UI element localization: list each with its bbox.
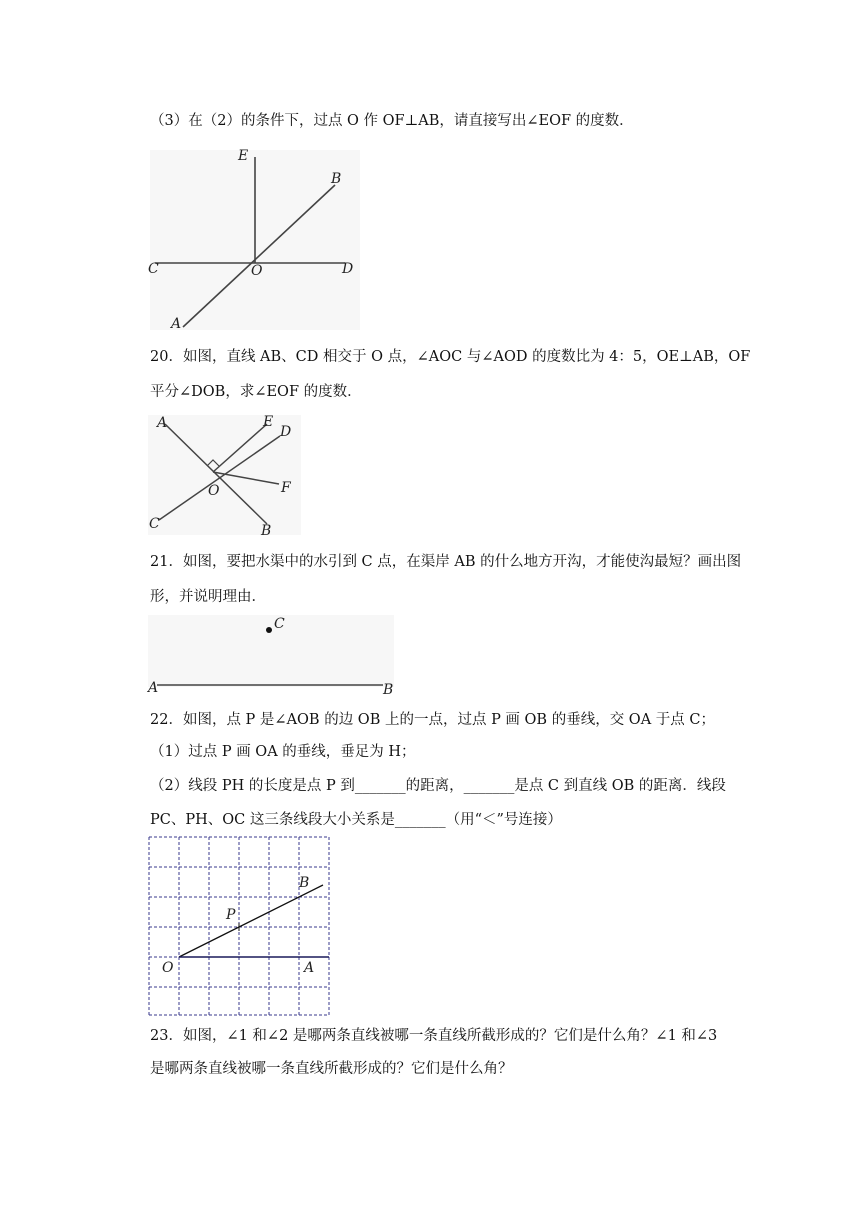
label-b: B bbox=[261, 523, 272, 539]
q21-line1: 21．如图，要把水渠中的水引到 C 点，在渠岸 AB 的什么地方开沟，才能使沟最短？画出图 bbox=[150, 554, 742, 570]
q20-line2: 平分∠DOB，求∠EOF 的度数． bbox=[150, 384, 362, 400]
label-c: C bbox=[149, 516, 160, 532]
q19-part3: （3）在（2）的条件下，过点 O 作 OF⊥AB，请直接写出∠EOF 的度数． bbox=[150, 113, 634, 129]
figure-22 bbox=[145, 833, 335, 1018]
q23-line2: 是哪两条直线被哪一条直线所截形成的？它们是什么角？ bbox=[150, 1061, 513, 1077]
q22-line1: 22．如图，点 P 是∠AOB 的边 OB 上的一点，过点 P 画 OB 的垂线，交 OA 于点 C； bbox=[150, 712, 715, 728]
q22-part1: （1）过点 P 画 OA 的垂线，垂足为 H； bbox=[150, 744, 416, 760]
label-f: F bbox=[281, 480, 291, 496]
ray-ob bbox=[179, 885, 323, 957]
q20-line1: 20．如图，直线 AB、CD 相交于 O 点，∠AOC 与∠AOD 的度数比为 4：5，OE⊥AB，OF bbox=[150, 349, 751, 365]
figure-20 bbox=[145, 412, 305, 537]
label-a: A bbox=[171, 316, 182, 332]
label-b: B bbox=[383, 682, 394, 698]
q22-part2-line2: PC、PH、OC 这三条线段大小关系是_______（用“＜”号连接） bbox=[150, 812, 562, 828]
figure-19 bbox=[145, 145, 365, 335]
label-c: C bbox=[148, 261, 159, 277]
label-d: D bbox=[280, 424, 292, 440]
q22-part2-line1: （2）线段 PH 的长度是点 P 到_______的距离，_______是点 C 到直线 OB 的距离．线段 bbox=[150, 778, 726, 794]
label-b: B bbox=[299, 875, 310, 891]
label-a: A bbox=[148, 680, 159, 696]
label-o: O bbox=[251, 263, 263, 279]
label-e: E bbox=[263, 414, 274, 430]
point-c bbox=[266, 627, 272, 633]
label-p: P bbox=[226, 907, 236, 923]
label-b: B bbox=[331, 171, 342, 187]
label-d: D bbox=[342, 261, 354, 277]
label-o: O bbox=[208, 483, 220, 499]
figure-21-background bbox=[148, 615, 394, 687]
q23-line1: 23．如图，∠1 和∠2 是哪两条直线被哪一条直线所截形成的？它们是什么角？∠1 和∠3 bbox=[150, 1028, 718, 1044]
label-o: O bbox=[162, 960, 174, 976]
label-a: A bbox=[157, 415, 168, 431]
label-c: C bbox=[274, 616, 285, 632]
label-e: E bbox=[238, 148, 249, 164]
q21-line2: 形，并说明理由． bbox=[150, 589, 266, 605]
label-a: A bbox=[304, 960, 315, 976]
figure-21 bbox=[145, 612, 395, 697]
